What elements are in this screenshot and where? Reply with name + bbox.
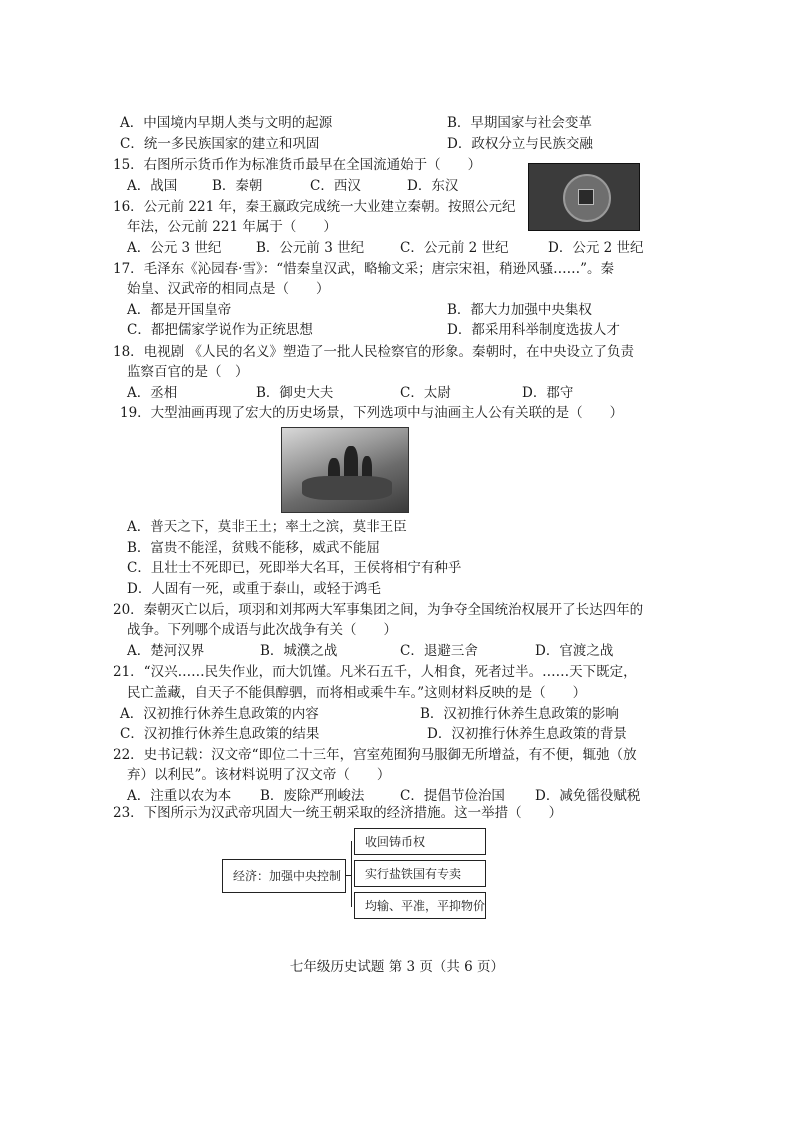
prev-option-d: D．政权分立与民族交融 (447, 136, 593, 152)
q16-option-b: B．公元前 3 世纪 (256, 240, 365, 256)
diagram-branch-label: 实行盐铁国有专卖 (365, 866, 462, 881)
diagram-branch-box (354, 828, 486, 855)
q22-option-b: B．废除严刑峻法 (260, 788, 365, 804)
q20-stem-line1: 20．秦朝灭亡以后，项羽和刘邦两大军事集团之间，为争夺全国统治权展开了长达四年的 (113, 602, 644, 618)
q20-stem-line2: 战争。下列哪个成语与此次战争有关（ ） (127, 622, 397, 638)
diagram-root-box (222, 859, 346, 893)
q20-option-b: B．城濮之战 (260, 643, 338, 659)
q16-stem-line1: 16．公元前 221 年，秦王嬴政完成统一大业建立秦朝。按照公元纪 (113, 199, 516, 215)
q16-stem-line2: 年法，公元前 221 年属于（ ） (127, 219, 337, 235)
q21-option-d: D．汉初推行休养生息政策的背景 (427, 726, 627, 742)
prev-option-b: B．早期国家与社会变革 (447, 115, 592, 131)
q16-option-c: C．公元前 2 世纪 (400, 240, 509, 256)
coin-square-hole-shape (578, 189, 594, 205)
q21-option-c: C．汉初推行休养生息政策的结果 (120, 726, 320, 742)
diagram-connector (351, 841, 352, 907)
q21-stem-line1: 21．“汉兴……民失作业，而大饥馑。凡米石五千，人相食，死者过半。……天下既定， (113, 664, 637, 680)
diagram-branch-label: 收回铸币权 (365, 834, 426, 849)
q22-stem-line2: 弃）以利民”。该材料说明了汉文帝（ ） (127, 767, 391, 783)
q21-option-b: B．汉初推行休养生息政策的影响 (420, 706, 619, 722)
q18-option-d: D．郡守 (522, 385, 574, 401)
q15-stem: 15．右图所示货币作为标准货币最早在全国流通始于（ ） (113, 157, 482, 173)
q20-option-c: C．退避三舍 (400, 643, 478, 659)
prev-option-c: C．统一多民族国家的建立和巩固 (120, 136, 320, 152)
diagram-branch-box (354, 892, 486, 919)
q17-stem-line1: 17．毛泽东《沁园春·雪》：“惜秦皇汉武，略输文采；唐宗宋祖，稍逊风骚……”。秦 (113, 261, 615, 277)
q22-stem-line1: 22．史书记载：汉文帝“即位二十三年，宫室苑囿狗马服御无所增益，有不便，辄弛（放 (113, 747, 637, 763)
q15-option-b: B．秦朝 (212, 178, 263, 194)
q16-option-a: A．公元 3 世纪 (127, 240, 222, 256)
q16-option-d: D．公元 2 世纪 (548, 240, 644, 256)
diagram-branch-box (354, 860, 486, 887)
q18-option-b: B．御史大夫 (256, 385, 334, 401)
diagram-branch-label: 均输、平准，平抑物价 (365, 898, 486, 913)
q20-option-d: D．官渡之战 (535, 643, 614, 659)
q17-stem-line2: 始皇、汉武帝的相同点是（ ） (127, 281, 330, 297)
q19-option-c: C．且壮士不死即已，死即举大名耳，王侯将相宁有种乎 (127, 560, 462, 576)
oil-painting-image (281, 427, 409, 513)
q17-option-d: D．都采用科举制度选拔人才 (447, 322, 620, 338)
q22-option-d: D．减免徭役赋税 (535, 788, 641, 804)
q21-option-a: A．汉初推行休养生息政策的内容 (120, 706, 319, 722)
q15-option-a: A．战国 (127, 178, 178, 194)
q19-option-b: B．富贵不能淫，贫贱不能移，威武不能屈 (127, 540, 380, 556)
q17-option-a: A．都是开国皇帝 (127, 302, 232, 318)
q15-option-d: D．东汉 (407, 178, 459, 194)
q18-stem-line1: 18．电视剧 《人民的名义》塑造了一批人民检察官的形象。秦朝时，在中央设立了负责 (113, 344, 634, 360)
q15-option-c: C．西汉 (310, 178, 361, 194)
q22-option-a: A．注重以农为本 (127, 788, 232, 804)
q23-stem: 23．下图所示为汉武帝巩固大一统王朝采取的经济措施。这一举措（ ） (113, 805, 563, 821)
q21-stem-line2: 民亡盖藏，自天子不能俱醇驷，而将相或乘牛车。”这则材料反映的是（ ） (127, 685, 587, 701)
coin-image (528, 163, 640, 231)
q19-stem: 19．大型油画再现了宏大的历史场景，下列选项中与油画主人公有关联的是（ ） (120, 405, 624, 421)
q19-option-d: D．人固有一死，或重于泰山，或轻于鸿毛 (127, 581, 381, 597)
q19-option-a: A．普天之下，莫非王土；率土之滨，莫非王臣 (127, 519, 407, 535)
q18-option-c: C．太尉 (400, 385, 451, 401)
q17-option-c: C．都把儒家学说作为正统思想 (127, 322, 313, 338)
q22-option-c: C．提倡节俭治国 (400, 788, 505, 804)
q17-option-b: B．都大力加强中央集权 (447, 302, 592, 318)
painting-crowd-shape (302, 476, 392, 500)
q20-option-a: A．楚河汉界 (127, 643, 205, 659)
q18-stem-line2: 监察百官的是（ ） (127, 364, 249, 380)
diagram-root-label: 经济：加强中央控制 (233, 869, 342, 883)
page-footer: 七年级历史试题 第 3 页（共 6 页） (289, 959, 505, 975)
q18-option-a: A．丞相 (127, 385, 178, 401)
prev-option-a: A．中国境内早期人类与文明的起源 (120, 115, 333, 131)
